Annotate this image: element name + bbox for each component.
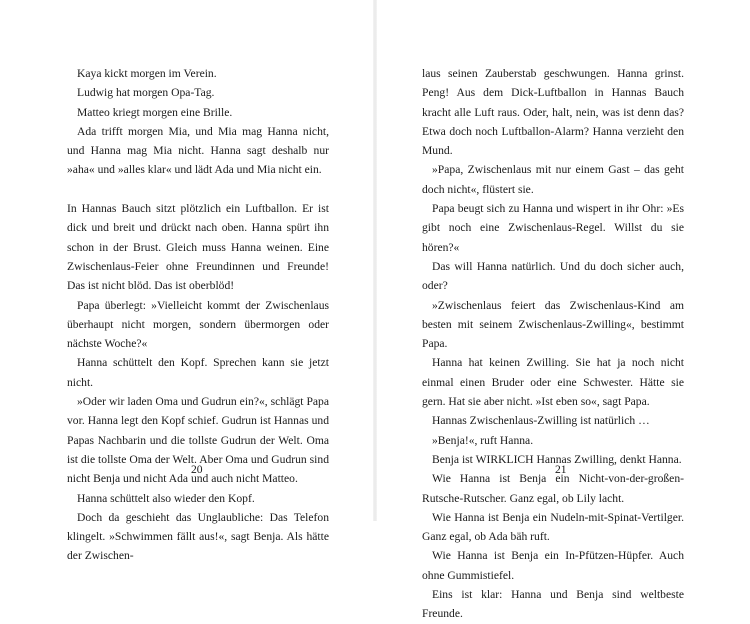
paragraph: Kaya kickt morgen im Verein. <box>77 67 217 80</box>
right-page <box>375 0 750 621</box>
paragraph: Doch da geschieht das Unglaubliche: Das Telefon klingelt. »Schwimmen fällt aus!«, sagt Benja. Als hätte der Zwischen- <box>67 510 329 563</box>
paragraph: Papa beugt sich zu Hanna und wispert in ihr Ohr: »Es gibt noch eine Zwischenlaus-Regel. Willst du sie hören?« <box>422 202 684 254</box>
paragraph: laus seinen Zauberstab geschwungen. Hanna grinst. Peng! Aus dem Dick-Luftballon in Hannas Bauch kracht alle Luft raus. Oder, halt, nein, was ist denn das? Etwa doch noch Luftballon-Alarm? Hanna verzieht den Mund. <box>422 67 684 158</box>
paragraph: »Papa, Zwischenlaus mit nur einem Gast – das geht doch nicht«, flüstert sie. <box>422 163 684 196</box>
paragraph: »Zwischenlaus feiert das Zwischenlaus-Kind am besten mit seinem Zwischenlaus-Zwilling«, bestimmt Papa. <box>422 298 684 351</box>
left-page <box>0 0 375 563</box>
paragraph: Benja ist WIRKLICH Hannas Zwilling, denkt Hanna. <box>432 452 682 466</box>
paragraph: Wie Hanna ist Benja ein Nicht-von-der-großen-Rutsche-Rutscher. Ganz egal, ob Lily lacht. <box>422 472 684 505</box>
paragraph: »Benja!«, ruft Hanna. <box>432 433 534 447</box>
left-page-text <box>67 64 329 566</box>
paragraph: Eins ist klar: Hanna und Benja sind weltbeste Freunde. <box>422 588 684 621</box>
right-page-text <box>422 64 684 624</box>
paragraph: Matteo kriegt morgen eine Brille. <box>77 105 233 119</box>
paragraph: Hanna schüttelt den Kopf. Sprechen kann sie jetzt nicht. <box>67 356 329 389</box>
page-number: 21 <box>555 463 567 476</box>
paragraph: Hanna schüttelt also wieder den Kopf. <box>77 491 255 505</box>
paragraph: Hannas Zwischenlaus-Zwilling ist natürlich … <box>432 414 650 428</box>
page-number: 20 <box>191 463 203 476</box>
paragraph: Wie Hanna ist Benja ein Nudeln-mit-Spinat-Vertilger. Ganz egal, ob Ada bäh ruft. <box>422 510 684 544</box>
paragraph: Ada trifft morgen Mia, und Mia mag Hanna nicht, und Hanna mag Mia nicht. Hanna sagt deshalb nur »aha« und »alles klar« und lädt Ada und Mia nicht ein. <box>67 124 329 177</box>
paragraph: Ludwig hat morgen Opa-Tag. <box>77 86 215 100</box>
paragraph: Papa überlegt: »Vielleicht kommt der Zwischenlaus überhaupt nicht morgen, sondern übermorgen oder nächste Woche?« <box>67 298 329 351</box>
paragraph: In Hannas Bauch sitzt plötzlich ein Luftballon. Er ist dick und breit und drückt nach oben. Hanna spürt ihn schon in der Brust. Gleich muss Hanna weinen. Eine Zwischenlaus-Feier ohne Freundinnen und Freunde! Das ist nicht blöd. Das ist oberblöd! <box>67 202 329 293</box>
paragraph: »Oder wir laden Oma und Gudrun ein?«, schlägt Papa vor. Hanna legt den Kopf schief. Gudrun ist Hannas und Papas Nachbarin und die tollste Gudrun der Welt. Oma ist die tollste Oma der Welt. Aber Oma und Gudrun sind nicht Benja und nicht Ada und auch nicht Matteo. <box>67 395 329 486</box>
paragraph: Das will Hanna natürlich. Und du doch sicher auch, oder? <box>422 259 684 293</box>
paragraph: Hanna hat keinen Zwilling. Sie hat ja noch nicht einmal einen Bruder oder eine Schwester. Hätte sie gern. Hat sie aber nicht. »Ist eben so«, sagt Papa. <box>422 356 684 409</box>
paragraph: Wie Hanna ist Benja ein In-Pfützen-Hüpfer. Auch ohne Gummistiefel. <box>422 549 684 582</box>
